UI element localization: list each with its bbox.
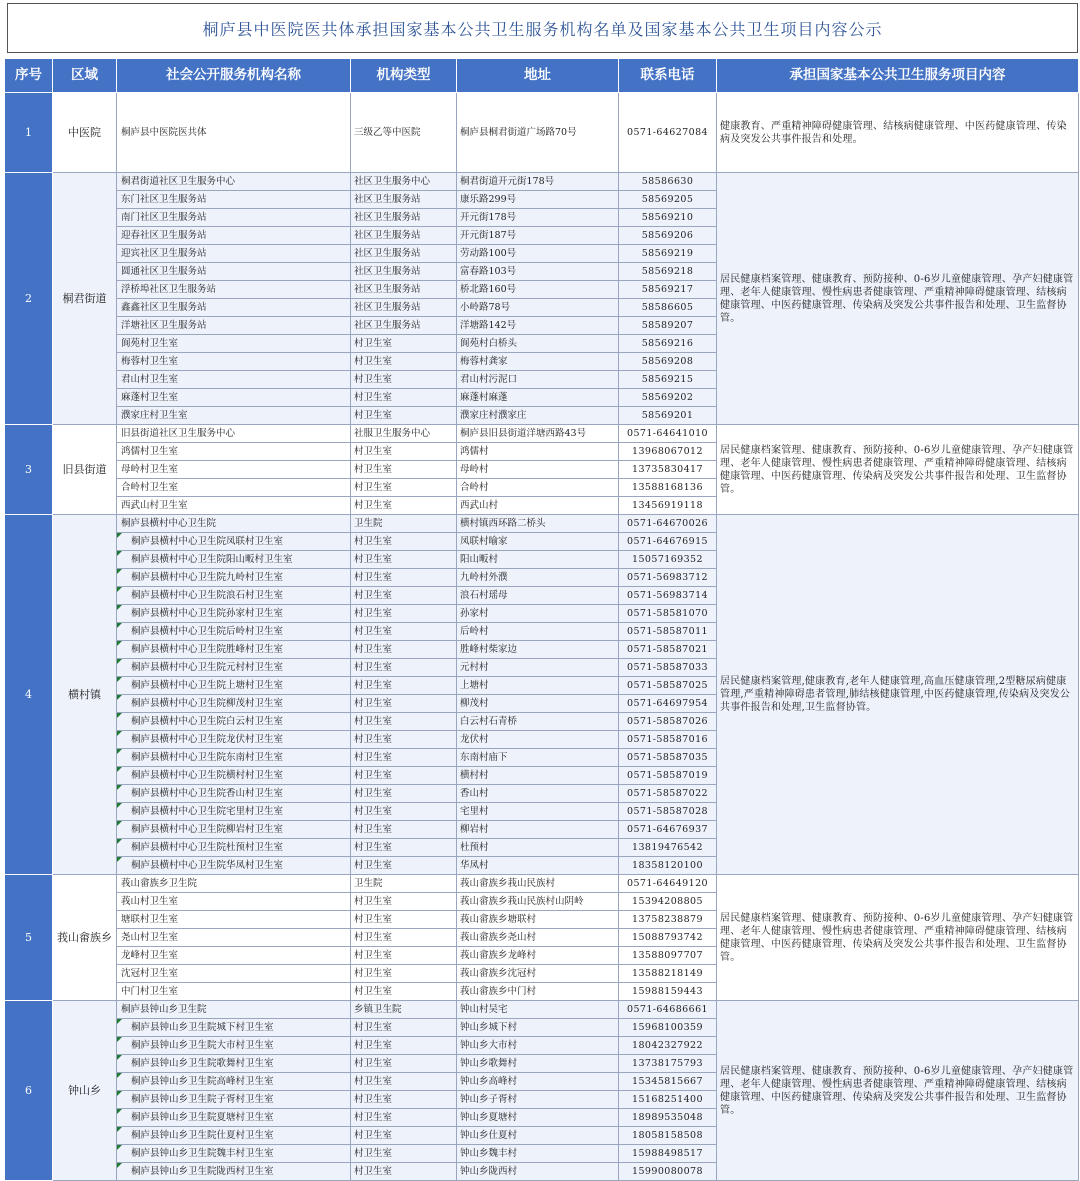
institution-phone: 0571-64697954 <box>619 695 717 713</box>
institution-address: 杜预村 <box>457 839 619 857</box>
institution-phone: 0571-56983714 <box>619 587 717 605</box>
institution-phone: 15057169352 <box>619 551 717 569</box>
institution-address: 劳动路100号 <box>457 245 619 263</box>
institution-type: 村卫生室 <box>351 533 457 551</box>
service-content: 居民健康档案管理、健康教育、预防接种、0-6岁儿童健康管理、孕产妇健康管理、老年人健康管理、慢性病患者健康管理、严重精神障碍健康管理、结核病健康管理、中医药健康管理、传染病及突发公共事件报告和处理、卫生监督协管。 <box>717 425 1079 515</box>
institution-name: 君山村卫生室 <box>117 371 351 389</box>
institution-type: 三级乙等中医院 <box>351 93 457 173</box>
institution-phone: 0571-64676937 <box>619 821 717 839</box>
institution-phone: 0571-58587035 <box>619 749 717 767</box>
institution-type: 社区卫生服务站 <box>351 263 457 281</box>
institution-name: 莪山村卫生室 <box>117 893 351 911</box>
institution-phone: 58586630 <box>619 173 717 191</box>
institution-address: 宅里村 <box>457 803 619 821</box>
institution-address: 横村镇西环路二桥头 <box>457 515 619 533</box>
institution-name: 桐庐县钟山乡卫生院大市村卫生室 <box>117 1037 351 1055</box>
institution-type: 村卫生室 <box>351 407 457 425</box>
institution-name: 桐庐县横村中心卫生院龙伏村卫生室 <box>117 731 351 749</box>
institution-address: 莪山畲族乡龙峰村 <box>457 947 619 965</box>
service-content: 居民健康档案管理、健康教育、预防接种、0-6岁儿童健康管理、孕产妇健康管理、老年人健康管理、慢性病患者健康管理、严重精神障碍健康管理、结核病健康管理、中医药健康管理、传染病及突发公共事件报告和处理、卫生监督协管。 <box>717 173 1079 425</box>
institution-address: 阆苑村白桥头 <box>457 335 619 353</box>
institution-name: 桐庐县钟山乡卫生院子胥村卫生室 <box>117 1091 351 1109</box>
group-area: 横村镇 <box>53 515 117 875</box>
service-content: 居民健康档案管理、健康教育、预防接种、0-6岁儿童健康管理、孕产妇健康管理、老年人健康管理、慢性病患者健康管理、严重精神障碍健康管理、结核病健康管理、中医药健康管理、传染病及突发公共事件报告和处理、卫生监督协管。 <box>717 1001 1079 1181</box>
institution-phone: 58586605 <box>619 299 717 317</box>
institution-phone: 0571-58587025 <box>619 677 717 695</box>
institution-phone: 58569216 <box>619 335 717 353</box>
institution-address: 钟山乡歌舞村 <box>457 1055 619 1073</box>
institution-name: 桐庐县横村中心卫生院孙家村卫生室 <box>117 605 351 623</box>
institution-name: 莪山畲族乡卫生院 <box>117 875 351 893</box>
institution-address: 开元街178号 <box>457 209 619 227</box>
group-area: 钟山乡 <box>53 1001 117 1181</box>
institution-type: 村卫生室 <box>351 569 457 587</box>
institution-phone: 15168251400 <box>619 1091 717 1109</box>
institution-address: 浪石村瑶母 <box>457 587 619 605</box>
institution-name: 桐庐县横村中心卫生院凤联村卫生室 <box>117 533 351 551</box>
institution-name: 迎春社区卫生服务站 <box>117 227 351 245</box>
group-area: 桐君街道 <box>53 173 117 425</box>
institution-phone: 58569219 <box>619 245 717 263</box>
institution-name: 桐庐县横村中心卫生院阳山畈村卫生室 <box>117 551 351 569</box>
page-title: 桐庐县中医院医共体承担国家基本公共卫生服务机构名单及国家基本公共卫生项目内容公示 <box>202 19 883 39</box>
institution-phone: 18989535048 <box>619 1109 717 1127</box>
institution-address: 钟山村吴宅 <box>457 1001 619 1019</box>
institution-address: 君山村污泥口 <box>457 371 619 389</box>
institution-phone: 58589207 <box>619 317 717 335</box>
institution-address: 钟山乡高峰村 <box>457 1073 619 1091</box>
institution-phone: 0571-58587022 <box>619 785 717 803</box>
institution-type: 村卫生室 <box>351 389 457 407</box>
institution-type: 村卫生室 <box>351 983 457 1001</box>
table-row <box>5 425 1079 443</box>
group-area: 旧县街道 <box>53 425 117 515</box>
institution-phone: 0571-64641010 <box>619 425 717 443</box>
institution-type: 社服卫生服务中心 <box>351 425 457 443</box>
institution-type: 村卫生室 <box>351 803 457 821</box>
institution-type: 社区卫生服务站 <box>351 209 457 227</box>
institution-name: 桐庐县横村中心卫生院横村村卫生室 <box>117 767 351 785</box>
institution-name: 南门社区卫生服务站 <box>117 209 351 227</box>
institution-phone: 0571-64627084 <box>619 93 717 173</box>
institution-name: 阆苑村卫生室 <box>117 335 351 353</box>
institution-phone: 58569217 <box>619 281 717 299</box>
institution-address: 桐庐县旧县街道洋塘西路43号 <box>457 425 619 443</box>
institution-name: 塘联村卫生室 <box>117 911 351 929</box>
institution-name: 桐庐县横村中心卫生院白云村卫生室 <box>117 713 351 731</box>
service-content: 居民健康档案管理,健康教育,老年人健康管理,高血压健康管理,2型糖尿病健康管理,严重精神障碍患者管理,肺结核健康管理,中医药健康管理,传染病及突发公共事件报告和处理,卫生监督协管。 <box>717 515 1079 875</box>
institution-name: 沈冠村卫生室 <box>117 965 351 983</box>
institution-name: 桐庐县钟山乡卫生院高峰村卫生室 <box>117 1073 351 1091</box>
institution-address: 钟山乡仕夏村 <box>457 1127 619 1145</box>
institution-type: 村卫生室 <box>351 623 457 641</box>
service-content: 健康教育、严重精神障碍健康管理、结核病健康管理、中医药健康管理、传染病及突发公共事件报告和处理。 <box>717 93 1079 173</box>
institution-address: 孙家村 <box>457 605 619 623</box>
institution-type: 村卫生室 <box>351 767 457 785</box>
institution-phone: 58569205 <box>619 191 717 209</box>
institution-phone: 18358120100 <box>619 857 717 875</box>
institution-address: 九岭村外濮 <box>457 569 619 587</box>
document-sheet <box>4 3 1078 1181</box>
institution-phone: 15988159443 <box>619 983 717 1001</box>
institution-phone: 0571-58587028 <box>619 803 717 821</box>
institution-type: 村卫生室 <box>351 893 457 911</box>
institution-phone: 0571-58587016 <box>619 731 717 749</box>
institution-phone: 15345815667 <box>619 1073 717 1091</box>
institution-address: 梅蓉村龚家 <box>457 353 619 371</box>
institution-phone: 0571-64686661 <box>619 1001 717 1019</box>
institution-name: 桐君街道社区卫生服务中心 <box>117 173 351 191</box>
institution-type: 村卫生室 <box>351 659 457 677</box>
institution-name: 桐庐县横村中心卫生院浪石村卫生室 <box>117 587 351 605</box>
institution-name: 桐庐县钟山乡卫生院城下村卫生室 <box>117 1019 351 1037</box>
header-row <box>5 59 1079 93</box>
institution-phone: 58569206 <box>619 227 717 245</box>
institution-name: 圆通社区卫生服务站 <box>117 263 351 281</box>
institution-type: 村卫生室 <box>351 785 457 803</box>
institution-name: 浮桥埠社区卫生服务站 <box>117 281 351 299</box>
institution-name: 桐庐县横村中心卫生院 <box>117 515 351 533</box>
institution-address: 钟山乡子胥村 <box>457 1091 619 1109</box>
institution-type: 村卫生室 <box>351 1091 457 1109</box>
institution-name: 桐庐县钟山乡卫生院夏塘村卫生室 <box>117 1109 351 1127</box>
institution-type: 村卫生室 <box>351 1127 457 1145</box>
institution-type: 村卫生室 <box>351 857 457 875</box>
institution-type: 社区卫生服务站 <box>351 227 457 245</box>
institution-name: 尧山村卫生室 <box>117 929 351 947</box>
institution-address: 钟山乡大市村 <box>457 1037 619 1055</box>
table-row <box>5 515 1079 533</box>
institution-type: 村卫生室 <box>351 479 457 497</box>
institution-name: 桐庐县横村中心卫生院香山村卫生室 <box>117 785 351 803</box>
institution-address: 开元街187号 <box>457 227 619 245</box>
institution-table <box>4 58 1079 1181</box>
institution-name: 桐庐县横村中心卫生院柳茂村卫生室 <box>117 695 351 713</box>
institution-phone: 58569208 <box>619 353 717 371</box>
group-seq: 3 <box>5 425 53 515</box>
table-row <box>5 1001 1079 1019</box>
institution-name: 桐庐县横村中心卫生院胜峰村卫生室 <box>117 641 351 659</box>
institution-name: 桐庐县钟山乡卫生院陇西村卫生室 <box>117 1163 351 1181</box>
institution-type: 村卫生室 <box>351 1037 457 1055</box>
institution-address: 桐庐县桐君街道广场路70号 <box>457 93 619 173</box>
institution-address: 麻蓬村麻蓬 <box>457 389 619 407</box>
institution-name: 濮家庄村卫生室 <box>117 407 351 425</box>
institution-name: 桐庐县横村中心卫生院东南村卫生室 <box>117 749 351 767</box>
table-body <box>5 93 1079 1181</box>
institution-name: 桐庐县横村中心卫生院上塘村卫生室 <box>117 677 351 695</box>
institution-type: 村卫生室 <box>351 1073 457 1091</box>
header-name: 社会公开服务机构名称 <box>117 59 351 93</box>
institution-type: 村卫生室 <box>351 605 457 623</box>
institution-type: 社区卫生服务站 <box>351 317 457 335</box>
institution-phone: 13735830417 <box>619 461 717 479</box>
institution-type: 村卫生室 <box>351 1019 457 1037</box>
institution-type: 社区卫生服务中心 <box>351 173 457 191</box>
institution-address: 莪山畲族乡莪山民族村山阴岭 <box>457 893 619 911</box>
institution-address: 凤联村喻家 <box>457 533 619 551</box>
institution-type: 村卫生室 <box>351 371 457 389</box>
institution-phone: 0571-64676915 <box>619 533 717 551</box>
institution-name: 麻蓬村卫生室 <box>117 389 351 407</box>
institution-phone: 58569201 <box>619 407 717 425</box>
institution-address: 母岭村 <box>457 461 619 479</box>
institution-address: 莪山畲族乡莪山民族村 <box>457 875 619 893</box>
institution-type: 乡镇卫生院 <box>351 1001 457 1019</box>
institution-address: 阳山畈村 <box>457 551 619 569</box>
institution-type: 村卫生室 <box>351 911 457 929</box>
institution-phone: 18042327922 <box>619 1037 717 1055</box>
institution-address: 后岭村 <box>457 623 619 641</box>
institution-type: 村卫生室 <box>351 1055 457 1073</box>
institution-name: 桐庐县横村中心卫生院九岭村卫生室 <box>117 569 351 587</box>
institution-phone: 58569215 <box>619 371 717 389</box>
header-type: 机构类型 <box>351 59 457 93</box>
institution-type: 村卫生室 <box>351 551 457 569</box>
institution-phone: 13456919118 <box>619 497 717 515</box>
institution-type: 村卫生室 <box>351 965 457 983</box>
institution-name: 洋塘社区卫生服务站 <box>117 317 351 335</box>
institution-phone: 13758238879 <box>619 911 717 929</box>
institution-name: 桐庐县横村中心卫生院杜预村卫生室 <box>117 839 351 857</box>
institution-phone: 15988498517 <box>619 1145 717 1163</box>
institution-address: 莪山畲族乡尧山村 <box>457 929 619 947</box>
institution-address: 钟山乡陇西村 <box>457 1163 619 1181</box>
institution-type: 村卫生室 <box>351 839 457 857</box>
institution-type: 村卫生室 <box>351 713 457 731</box>
institution-name: 桐庐县横村中心卫生院元村村卫生室 <box>117 659 351 677</box>
group-seq: 5 <box>5 875 53 1001</box>
institution-name: 中门村卫生室 <box>117 983 351 1001</box>
institution-address: 西武山村 <box>457 497 619 515</box>
institution-phone: 0571-58587026 <box>619 713 717 731</box>
institution-address: 元村村 <box>457 659 619 677</box>
institution-type: 社区卫生服务站 <box>351 245 457 263</box>
institution-phone: 13819476542 <box>619 839 717 857</box>
institution-address: 上塘村 <box>457 677 619 695</box>
group-seq: 2 <box>5 173 53 425</box>
institution-phone: 0571-56983712 <box>619 569 717 587</box>
table-row <box>5 173 1079 191</box>
table-row <box>5 875 1079 893</box>
institution-type: 村卫生室 <box>351 749 457 767</box>
institution-type: 村卫生室 <box>351 1109 457 1127</box>
institution-type: 村卫生室 <box>351 641 457 659</box>
institution-type: 社区卫生服务站 <box>351 281 457 299</box>
group-seq: 1 <box>5 93 53 173</box>
group-area: 中医院 <box>53 93 117 173</box>
institution-phone: 0571-58587033 <box>619 659 717 677</box>
institution-name: 梅蓉村卫生室 <box>117 353 351 371</box>
header-phone: 联系电话 <box>619 59 717 93</box>
institution-address: 洋塘路142号 <box>457 317 619 335</box>
institution-phone: 58569210 <box>619 209 717 227</box>
institution-type: 村卫生室 <box>351 695 457 713</box>
institution-type: 社区卫生服务站 <box>351 191 457 209</box>
institution-type: 村卫生室 <box>351 929 457 947</box>
table-row <box>5 93 1079 173</box>
institution-address: 合岭村 <box>457 479 619 497</box>
institution-address: 钟山乡魏丰村 <box>457 1145 619 1163</box>
header-seq: 序号 <box>5 59 53 93</box>
institution-phone: 13968067012 <box>619 443 717 461</box>
institution-type: 村卫生室 <box>351 497 457 515</box>
institution-name: 迎宾社区卫生服务站 <box>117 245 351 263</box>
institution-address: 小岭路78号 <box>457 299 619 317</box>
institution-address: 桐君街道开元街178号 <box>457 173 619 191</box>
institution-address: 钟山乡城下村 <box>457 1019 619 1037</box>
institution-type: 村卫生室 <box>351 353 457 371</box>
institution-name: 西武山村卫生室 <box>117 497 351 515</box>
header-area: 区域 <box>53 59 117 93</box>
institution-name: 东门社区卫生服务站 <box>117 191 351 209</box>
institution-phone: 0571-64649120 <box>619 875 717 893</box>
group-seq: 6 <box>5 1001 53 1181</box>
institution-phone: 0571-58587011 <box>619 623 717 641</box>
institution-type: 村卫生室 <box>351 1145 457 1163</box>
institution-phone: 58569202 <box>619 389 717 407</box>
institution-name: 桐庐县钟山乡卫生院魏丰村卫生室 <box>117 1145 351 1163</box>
institution-phone: 15968100359 <box>619 1019 717 1037</box>
institution-type: 社区卫生服务站 <box>351 299 457 317</box>
institution-address: 康乐路299号 <box>457 191 619 209</box>
institution-type: 村卫生室 <box>351 731 457 749</box>
institution-name: 鑫鑫社区卫生服务站 <box>117 299 351 317</box>
institution-phone: 18058158508 <box>619 1127 717 1145</box>
institution-address: 白云村石青桥 <box>457 713 619 731</box>
institution-address: 鸿儒村 <box>457 443 619 461</box>
header-content: 承担国家基本公共卫生服务项目内容 <box>717 59 1079 93</box>
institution-phone: 0571-58581070 <box>619 605 717 623</box>
institution-phone: 0571-58587019 <box>619 767 717 785</box>
institution-address: 柳茂村 <box>457 695 619 713</box>
institution-type: 村卫生室 <box>351 335 457 353</box>
institution-type: 卫生院 <box>351 515 457 533</box>
institution-phone: 13588218149 <box>619 965 717 983</box>
institution-phone: 0571-64670026 <box>619 515 717 533</box>
institution-phone: 58569218 <box>619 263 717 281</box>
institution-type: 村卫生室 <box>351 443 457 461</box>
institution-name: 龙峰村卫生室 <box>117 947 351 965</box>
institution-address: 钟山乡夏塘村 <box>457 1109 619 1127</box>
institution-address: 龙伏村 <box>457 731 619 749</box>
institution-name: 鸿儒村卫生室 <box>117 443 351 461</box>
institution-name: 桐庐县横村中心卫生院华凤村卫生室 <box>117 857 351 875</box>
institution-address: 桥北路160号 <box>457 281 619 299</box>
institution-address: 香山村 <box>457 785 619 803</box>
institution-address: 莪山畲族乡中门村 <box>457 983 619 1001</box>
institution-type: 村卫生室 <box>351 677 457 695</box>
institution-address: 东南村庙下 <box>457 749 619 767</box>
institution-name: 母岭村卫生室 <box>117 461 351 479</box>
institution-type: 村卫生室 <box>351 821 457 839</box>
institution-address: 莪山畲族乡沈冠村 <box>457 965 619 983</box>
institution-type: 卫生院 <box>351 875 457 893</box>
institution-type: 村卫生室 <box>351 947 457 965</box>
institution-address: 横村村 <box>457 767 619 785</box>
institution-type: 村卫生室 <box>351 1163 457 1181</box>
institution-phone: 13738175793 <box>619 1055 717 1073</box>
institution-phone: 0571-58587021 <box>619 641 717 659</box>
institution-address: 柳岩村 <box>457 821 619 839</box>
institution-name: 桐庐县钟山乡卫生院仕夏村卫生室 <box>117 1127 351 1145</box>
institution-phone: 15990080078 <box>619 1163 717 1181</box>
institution-phone: 13588097707 <box>619 947 717 965</box>
institution-name: 合岭村卫生室 <box>117 479 351 497</box>
institution-name: 桐庐县横村中心卫生院柳岩村卫生室 <box>117 821 351 839</box>
institution-name: 旧县街道社区卫生服务中心 <box>117 425 351 443</box>
institution-phone: 13588168136 <box>619 479 717 497</box>
institution-address: 胜峰村柴家边 <box>457 641 619 659</box>
institution-address: 莪山畲族乡塘联村 <box>457 911 619 929</box>
institution-address: 濮家庄村濮家庄 <box>457 407 619 425</box>
institution-type: 村卫生室 <box>351 461 457 479</box>
institution-name: 桐庐县中医院医共体 <box>117 93 351 173</box>
institution-name: 桐庐县钟山乡卫生院歌舞村卫生室 <box>117 1055 351 1073</box>
institution-phone: 15088793742 <box>619 929 717 947</box>
service-content: 居民健康档案管理、健康教育、预防接种、0-6岁儿童健康管理、孕产妇健康管理、老年人健康管理、慢性病患者健康管理、严重精神障碍健康管理、结核病健康管理、中医药健康管理、传染病及突发公共事件报告和处理、卫生监督协管。 <box>717 875 1079 1001</box>
group-area: 莪山畲族乡 <box>53 875 117 1001</box>
institution-name: 桐庐县横村中心卫生院后岭村卫生室 <box>117 623 351 641</box>
header-address: 地址 <box>457 59 619 93</box>
institution-name: 桐庐县横村中心卫生院宅里村卫生室 <box>117 803 351 821</box>
institution-address: 华凤村 <box>457 857 619 875</box>
group-seq: 4 <box>5 515 53 875</box>
institution-address: 富春路103号 <box>457 263 619 281</box>
institution-name: 桐庐县钟山乡卫生院 <box>117 1001 351 1019</box>
title-box <box>7 3 1078 53</box>
institution-type: 村卫生室 <box>351 587 457 605</box>
institution-phone: 15394208805 <box>619 893 717 911</box>
